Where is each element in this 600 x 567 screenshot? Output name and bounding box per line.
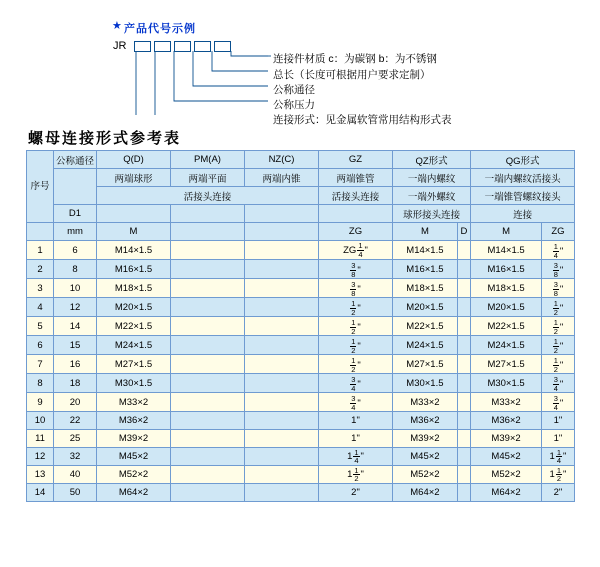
table-row — [27, 374, 575, 393]
cell-qg-zg: $\frac{1}{2}$ " — [541, 298, 574, 317]
cell-dn: 40 — [54, 466, 97, 484]
cell-dn: 12 — [54, 298, 97, 317]
unit-header-blank-nz — [245, 223, 319, 241]
cell-pma — [171, 355, 245, 374]
cell-qz-d — [457, 448, 470, 466]
cell-qg-m: M22×1.5 — [471, 317, 542, 336]
cell-qg-m: M16×1.5 — [471, 260, 542, 279]
table-row — [27, 484, 575, 502]
cell-qd: M30×1.5 — [97, 374, 171, 393]
cell-qg-zg: $\frac{3}{8}$ " — [541, 260, 574, 279]
table-row — [27, 430, 575, 448]
table-row — [27, 317, 575, 336]
cell-qd: M20×1.5 — [97, 298, 171, 317]
cell-dn: 20 — [54, 393, 97, 412]
cell-gz: $\frac{1}{2}$ " — [319, 355, 393, 374]
table-header-row-3 — [27, 187, 575, 205]
col-header-dn: 公称通径 — [54, 151, 97, 169]
cell-qg-zg: $\frac{1}{2}$ " — [541, 317, 574, 336]
unit-header-zg: ZG — [319, 223, 393, 241]
cell-qz-d — [457, 430, 470, 448]
cell-pma — [171, 317, 245, 336]
cell-pma — [171, 430, 245, 448]
cell-qz-m: M64×2 — [393, 484, 458, 502]
cell-seq: 8 — [27, 374, 54, 393]
cell-seq: 9 — [27, 393, 54, 412]
cell-gz: 1 $\frac{1}{2}$ " — [319, 466, 393, 484]
cell-qz-d — [457, 279, 470, 298]
cell-qg-m: M24×1.5 — [471, 336, 542, 355]
col-header-union-connection: 活接头连接 — [97, 187, 319, 205]
cell-seq: 1 — [27, 241, 54, 260]
cell-seq: 10 — [27, 412, 54, 430]
unit-header-qz-d: D — [457, 223, 470, 241]
cell-seq: 4 — [27, 298, 54, 317]
cell-qz-m: M27×1.5 — [393, 355, 458, 374]
col-header-qz-ball-joint: 球形接头连接 — [393, 205, 471, 223]
cell-qd: M27×1.5 — [97, 355, 171, 374]
cell-seq: 2 — [27, 260, 54, 279]
cell-pma — [171, 260, 245, 279]
cell-pma — [171, 298, 245, 317]
col-header-pma: PM(A) — [171, 151, 245, 169]
cell-dn: 6 — [54, 241, 97, 260]
cell-qz-m: M22×1.5 — [393, 317, 458, 336]
cell-dn: 32 — [54, 448, 97, 466]
nut-connection-table — [26, 150, 575, 502]
col-header-nzc: NZ(C) — [245, 151, 319, 169]
col-header-blank-gz — [319, 205, 393, 223]
table-body — [27, 241, 575, 502]
cell-qg-m: M20×1.5 — [471, 298, 542, 317]
cell-qz-d — [457, 412, 470, 430]
col-header-qz-sub: 一端内螺纹 — [393, 169, 471, 187]
cell-nzc — [245, 279, 319, 298]
col-header-blank-pm — [171, 205, 245, 223]
table-row — [27, 466, 575, 484]
col-header-qd: Q(D) — [97, 151, 171, 169]
col-header-qg-connection: 连接 — [471, 205, 575, 223]
cell-gz: 1" — [319, 412, 393, 430]
cell-seq: 5 — [27, 317, 54, 336]
cell-nzc — [245, 355, 319, 374]
col-header-pma-sub: 两端平面 — [171, 169, 245, 187]
table-row — [27, 355, 575, 374]
cell-qz-d — [457, 336, 470, 355]
table-row — [27, 260, 575, 279]
cell-qg-m: M64×2 — [471, 484, 542, 502]
cell-nzc — [245, 374, 319, 393]
cell-qz-m: M14×1.5 — [393, 241, 458, 260]
cell-qz-m: M52×2 — [393, 466, 458, 484]
cell-pma — [171, 336, 245, 355]
cell-qg-zg: 1 $\frac{1}{2}$ " — [541, 466, 574, 484]
col-header-nzc-sub: 两端内锥 — [245, 169, 319, 187]
table-row — [27, 393, 575, 412]
cell-gz: $\frac{1}{2}$ " — [319, 298, 393, 317]
table-header-row-2 — [27, 169, 575, 187]
cell-dn: 25 — [54, 430, 97, 448]
cell-gz: ZG $\frac{1}{4}$ " — [319, 241, 393, 260]
cell-seq: 12 — [27, 448, 54, 466]
legend-desc-length: 总长（长度可根据用户要求定制） — [273, 69, 431, 81]
table-row — [27, 448, 575, 466]
legend-desc-connection-type: 连接形式：见金属软管常用结构形式表 — [273, 114, 452, 126]
cell-qg-zg: $\frac{3}{4}$ " — [541, 393, 574, 412]
cell-nzc — [245, 393, 319, 412]
cell-qz-d — [457, 374, 470, 393]
cell-nzc — [245, 448, 319, 466]
cell-dn: 22 — [54, 412, 97, 430]
cell-qz-m: M39×2 — [393, 430, 458, 448]
cell-pma — [171, 241, 245, 260]
cell-qg-zg: 1 $\frac{1}{4}$ " — [541, 448, 574, 466]
unit-header-qg-m: M — [471, 223, 542, 241]
cell-pma — [171, 393, 245, 412]
cell-qg-m: M18×1.5 — [471, 279, 542, 298]
cell-dn: 14 — [54, 317, 97, 336]
cell-qg-m: M14×1.5 — [471, 241, 542, 260]
cell-gz: 1 $\frac{1}{4}$ " — [319, 448, 393, 466]
cell-gz: $\frac{3}{4}$ " — [319, 393, 393, 412]
cell-gz: $\frac{3}{4}$ " — [319, 374, 393, 393]
unit-header-m: M — [97, 223, 171, 241]
legend-desc-nominal-pressure: 公称压力 — [273, 99, 315, 111]
cell-seq: 7 — [27, 355, 54, 374]
legend-desc-material: 连接件材质 c：为碳钢 b：为不锈钢 — [273, 53, 437, 65]
col-header-qg-taper-thread: 一端锥管螺纹接头 — [471, 187, 575, 205]
cell-nzc — [245, 298, 319, 317]
unit-header-qz-m: M — [393, 223, 458, 241]
cell-dn: 15 — [54, 336, 97, 355]
col-header-qz-external-thread: 一端外螺纹 — [393, 187, 471, 205]
cell-qz-m: M16×1.5 — [393, 260, 458, 279]
cell-qg-zg: 1" — [541, 412, 574, 430]
cell-qz-m: M45×2 — [393, 448, 458, 466]
cell-qg-zg: 2" — [541, 484, 574, 502]
table-header-row-1 — [27, 151, 575, 169]
cell-qg-m: M52×2 — [471, 466, 542, 484]
cell-qd: M16×1.5 — [97, 260, 171, 279]
cell-qd: M39×2 — [97, 430, 171, 448]
cell-qd: M64×2 — [97, 484, 171, 502]
cell-nzc — [245, 466, 319, 484]
cell-qd: M14×1.5 — [97, 241, 171, 260]
cell-nzc — [245, 336, 319, 355]
cell-gz: 2" — [319, 484, 393, 502]
cell-qd: M45×2 — [97, 448, 171, 466]
table-row — [27, 241, 575, 260]
col-header-dn-blank — [54, 169, 97, 205]
cell-seq: 11 — [27, 430, 54, 448]
col-header-qg: QG形式 — [471, 151, 575, 169]
col-header-gz-sub: 两端锥管 — [319, 169, 393, 187]
cell-qg-m: M36×2 — [471, 412, 542, 430]
cell-qz-d — [457, 355, 470, 374]
table-header-row-4 — [27, 205, 575, 223]
cell-nzc — [245, 430, 319, 448]
cell-qg-m: M33×2 — [471, 393, 542, 412]
cell-pma — [171, 448, 245, 466]
cell-dn: 8 — [54, 260, 97, 279]
product-code-legend — [0, 0, 600, 126]
cell-pma — [171, 412, 245, 430]
cell-qz-m: M24×1.5 — [393, 336, 458, 355]
cell-qd: M52×2 — [97, 466, 171, 484]
cell-gz: $\frac{3}{8}$ " — [319, 279, 393, 298]
cell-qg-zg: $\frac{1}{2}$ " — [541, 355, 574, 374]
page-title: 螺母连接形式参考表 — [28, 130, 182, 147]
cell-pma — [171, 484, 245, 502]
unit-header-blank-pm — [171, 223, 245, 241]
cell-qz-d — [457, 466, 470, 484]
table-row — [27, 336, 575, 355]
cell-qg-zg: $\frac{1}{2}$ " — [541, 336, 574, 355]
cell-nzc — [245, 412, 319, 430]
legend-desc-nominal-bore: 公称通径 — [273, 84, 315, 96]
col-header-blank-nz — [245, 205, 319, 223]
table-header-units-row — [27, 223, 575, 241]
cell-seq: 3 — [27, 279, 54, 298]
col-header-seq: 序号 — [27, 151, 54, 223]
cell-dn: 18 — [54, 374, 97, 393]
cell-qz-m: M36×2 — [393, 412, 458, 430]
cell-pma — [171, 466, 245, 484]
cell-seq: 13 — [27, 466, 54, 484]
table-row — [27, 412, 575, 430]
unit-header-mm: mm — [54, 223, 97, 241]
cell-qd: M33×2 — [97, 393, 171, 412]
cell-gz: 1" — [319, 430, 393, 448]
cell-nzc — [245, 484, 319, 502]
cell-qd: M36×2 — [97, 412, 171, 430]
cell-gz: $\frac{1}{2}$ " — [319, 336, 393, 355]
cell-pma — [171, 374, 245, 393]
cell-qz-m: M30×1.5 — [393, 374, 458, 393]
cell-qz-d — [457, 298, 470, 317]
cell-qz-d — [457, 260, 470, 279]
cell-qg-zg: $\frac{3}{8}$ " — [541, 279, 574, 298]
cell-qz-m: M18×1.5 — [393, 279, 458, 298]
cell-qz-d — [457, 241, 470, 260]
cell-qg-zg: $\frac{1}{4}$ " — [541, 241, 574, 260]
col-header-blank-q — [97, 205, 171, 223]
cell-qz-d — [457, 317, 470, 336]
col-header-d1: D1 — [54, 205, 97, 223]
unit-header-qg-zg: ZG — [541, 223, 574, 241]
cell-nzc — [245, 241, 319, 260]
unit-header-blank-seq — [27, 223, 54, 241]
legend-title: 产品代号示例 — [124, 23, 196, 35]
star-icon: ★ — [112, 20, 122, 32]
cell-qg-m: M27×1.5 — [471, 355, 542, 374]
cell-qg-m: M45×2 — [471, 448, 542, 466]
cell-qd: M18×1.5 — [97, 279, 171, 298]
table-row — [27, 298, 575, 317]
cell-nzc — [245, 260, 319, 279]
cell-qz-m: M20×1.5 — [393, 298, 458, 317]
product-code-prefix: JR — [113, 40, 127, 52]
cell-qg-m: M30×1.5 — [471, 374, 542, 393]
table-head — [27, 151, 575, 241]
col-header-gz: GZ — [319, 151, 393, 169]
cell-qg-m: M39×2 — [471, 430, 542, 448]
cell-qz-m: M33×2 — [393, 393, 458, 412]
cell-qg-zg: 1" — [541, 430, 574, 448]
cell-seq: 6 — [27, 336, 54, 355]
cell-gz: $\frac{3}{8}$ " — [319, 260, 393, 279]
cell-qd: M24×1.5 — [97, 336, 171, 355]
cell-pma — [171, 279, 245, 298]
table-row — [27, 279, 575, 298]
col-header-qd-sub: 两端球形 — [97, 169, 171, 187]
cell-qz-d — [457, 484, 470, 502]
cell-dn: 10 — [54, 279, 97, 298]
cell-nzc — [245, 317, 319, 336]
cell-dn: 50 — [54, 484, 97, 502]
cell-seq: 14 — [27, 484, 54, 502]
cell-qd: M22×1.5 — [97, 317, 171, 336]
cell-dn: 16 — [54, 355, 97, 374]
col-header-qz: QZ形式 — [393, 151, 471, 169]
col-header-gz-union: 活接头连接 — [319, 187, 393, 205]
col-header-qg-sub: 一端内螺纹活接头 — [471, 169, 575, 187]
cell-qg-zg: $\frac{3}{4}$ " — [541, 374, 574, 393]
cell-gz: $\frac{1}{2}$ " — [319, 317, 393, 336]
cell-qz-d — [457, 393, 470, 412]
